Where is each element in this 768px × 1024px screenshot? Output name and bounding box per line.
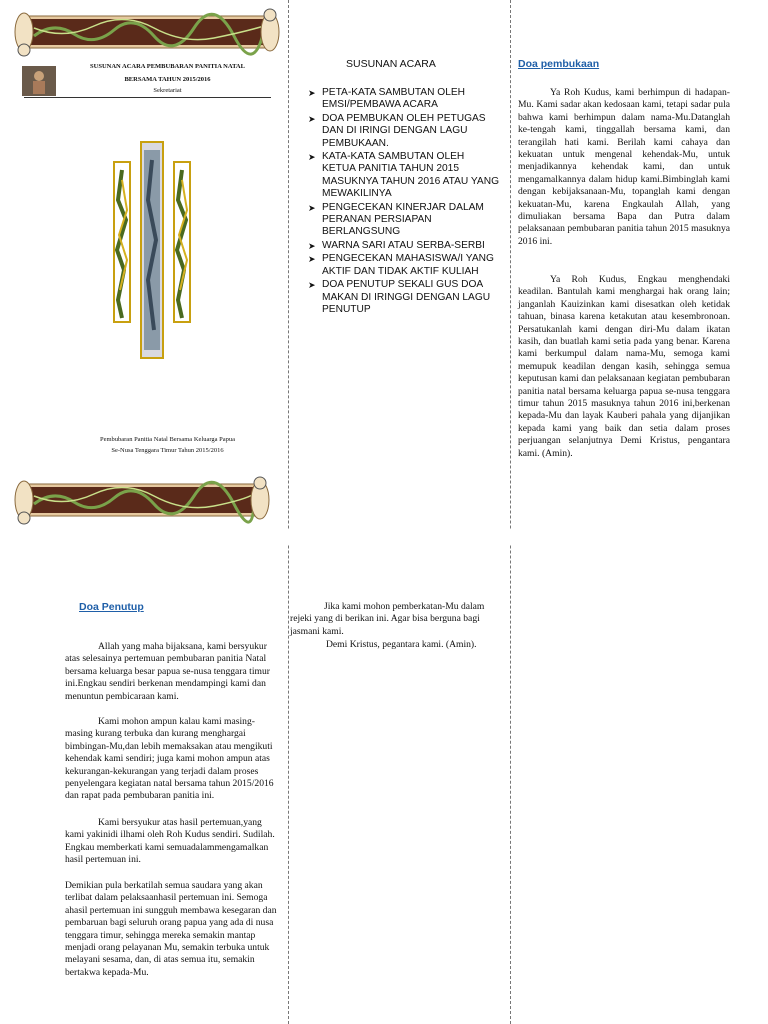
cover-rule <box>24 97 271 98</box>
bottom-scroll-banner <box>14 474 270 526</box>
arrow-bullet-icon: ➤ <box>308 240 316 251</box>
doa-pembukaan-paragraph-2: Ya Roh Kudus, Engkau menghendaki keadilan. Bantulah kami menghargai hak orang lain; janganlah Kauizinkan kami disesatkan oleh ketidak tahuan, binasa karena ketakutan atau kesembronoan. Persatukanlah kami dengan diri-Mu dalam ikatan kasih, dan buatlah kami setia pada yang benar. Karena kami berkumpul dalam nama-Mu, semoga kami memupuk keadilan dengan kasih, sehingga semua keputusan kami dan pelaksanaan kegiatan pembubaran panitia natal bersama keluarga papua se-nusa tenggara timur tahun 2015 masuknya tahun 2016 ini,berkenan kepada-Mu dan layak Kauberi pahala yang dijanjikan kepada kami yang baik dan setia dalam proses perjuangan selanjutnya Demi Kristus, pengantara kami. (Amin). <box>518 274 730 459</box>
agenda-item: ➤ PENGECEKAN MAHASISWA/I YANG AKTIF DAN TIDAK AKTIF KULIAH <box>308 253 494 277</box>
cover-title-line2: BERSAMA TAHUN 2015/2016 <box>124 76 211 83</box>
agenda-item: ➤ DOA PEMBUKAN OLEH PETUGAS DAN DI IRINGI DENGAN LAGU PEMBUKAAN. <box>308 112 486 149</box>
arrow-bullet-icon: ➤ <box>308 88 316 98</box>
doa-pembukaan-heading: Doa pembukaan <box>518 58 600 70</box>
doa-penutup-paragraph-2: Kami mohon ampun kalau kami masing-masing kurang terbuka dan kurang menghargai bimbingan-Mu,dan lebih memaksakan atau mengikuti kehendak kami sendiri; juga kami mohon ampun atas kekurangan-kekurangan yang terjadi dalam proses penyelengara kegiatan natal bersama tahun 2015/2016 dan rapat pada pembubaran panitia ini. <box>65 716 274 802</box>
agenda-item: ➤ PENGECEKAN KINERJAR DALAM PERANAN PERSIAPAN BERLANGSUNG <box>308 201 484 238</box>
agenda-heading: SUSUNAN ACARA <box>346 58 436 70</box>
cover-footer-line2: Se-Nusa Tenggara Timur Tahun 2015/2016 <box>111 447 224 454</box>
cover-title-line1: SUSUNAN ACARA PEMBUBARAN PANITIA NATAL <box>90 63 245 70</box>
continuation-paragraph-2: Demi Kristus, pegantara kami. (Amin). <box>326 639 477 650</box>
agenda-item: ➤ DOA PENUTUP SEKALI GUS DOA MAKAN DI IRINGGI DENGAN LAGU PENUTUP <box>308 279 491 315</box>
arrow-bullet-icon: ➤ <box>308 113 316 124</box>
arrow-bullet-icon: ➤ <box>308 254 316 265</box>
agenda-list <box>308 87 500 317</box>
doa-penutup-paragraph-1: Allah yang maha bijaksana, kami bersyukur atas selesainya pertemuan pembubaran panitia Natal bersama keluarga besar papua se-nusa tenggara timur ini.Engkau sendiri berkenan mendampingi kami dan menuntun pembicaraan kami. <box>65 641 270 702</box>
doa-penutup-heading: Doa Penutup <box>79 601 144 613</box>
continuation-paragraph-1: Jika kami mohon pemberkatan-Mu dalam rejeki yang di berikan ini. Agar bisa berguna bagi jasmani kami. <box>290 601 485 637</box>
agenda-item: ➤ PETA-KATA SAMBUTAN OLEH EMSI/PEMBAWA ACARA <box>308 87 466 111</box>
arrow-bullet-icon: ➤ <box>308 280 316 291</box>
cover-footer-line1: Pembubaran Panitia Natal Bersama Keluarga Papua <box>99 436 236 443</box>
fold-line-left <box>288 0 289 1024</box>
fold-line-right <box>510 0 511 1024</box>
doa-pembukaan-paragraph-1: Ya Roh Kudus, kami berhimpun di hadapan-Mu. Kami sadar akan kedosaan kami, tetapi sadar pula bahwa kami berhimpun dalam nama-Mu.Datanglah ke-tengah kami, tinggallah bersama kami, dan terangilah hati kami. Berilah kami cahaya dan kekuatan untuk mengenal kehendak-Mu, untuk menjadikannya kehendak kami, dan untuk mengamalkannya dalam hidup kami.Bimbinglah kami dengan kebijaksanaan-Mu, topanglah kami dengan kekuatan-Mu, karena Engkaulah Allah, yang dimuliakan bersama Bapa dan Putra dalam pelaksanaan pembubaran panitia tahun 2015 masuknya 2016 ini. <box>518 87 730 247</box>
doa-penutup-paragraph-4: Demikian pula berkatilah semua saudara yang akan terlibat dalam pelaksaanhasil pertemuan ini. Semoga ahasil pertemuan ini sungguh membawa kesegaran dan pembaruan bagi seluruh orang papua yang ada di nusa tenggara timur, sehingga mereka semakin mantap menjadi orang pelayanan Mu, semakin terbuka untuk melayani sesama, dan, di atas semua itu, semakin bertakwa kepada-Mu. <box>65 880 277 978</box>
arrow-bullet-icon: ➤ <box>308 202 316 213</box>
doa-penutup-paragraph-3: Kami bersyukur atas hasil pertemuan,yang kami yakinidi ilhami oleh Roh Kudus sendiri. Sudilah. Engkau memberkati kami semuadalammengamalkan hasil pertemuan ini. <box>65 817 275 866</box>
agenda-item: ➤ WARNA SARI ATAU SERBA-SERBI <box>308 239 485 251</box>
cover-icon-image <box>22 66 56 96</box>
cover-artwork <box>112 140 192 360</box>
top-scroll-banner <box>14 6 280 58</box>
arrow-bullet-icon: ➤ <box>308 152 316 163</box>
agenda-item: ➤ KATA-KATA SAMBUTAN OLEH KETUA PANITIA TAHUN 2015 MASUKNYA TAHUN 2016 ATAU YANG MEWAKILINYA <box>308 151 500 200</box>
page-gap <box>0 530 768 544</box>
cover-subtitle: Sekretariat <box>153 87 182 94</box>
